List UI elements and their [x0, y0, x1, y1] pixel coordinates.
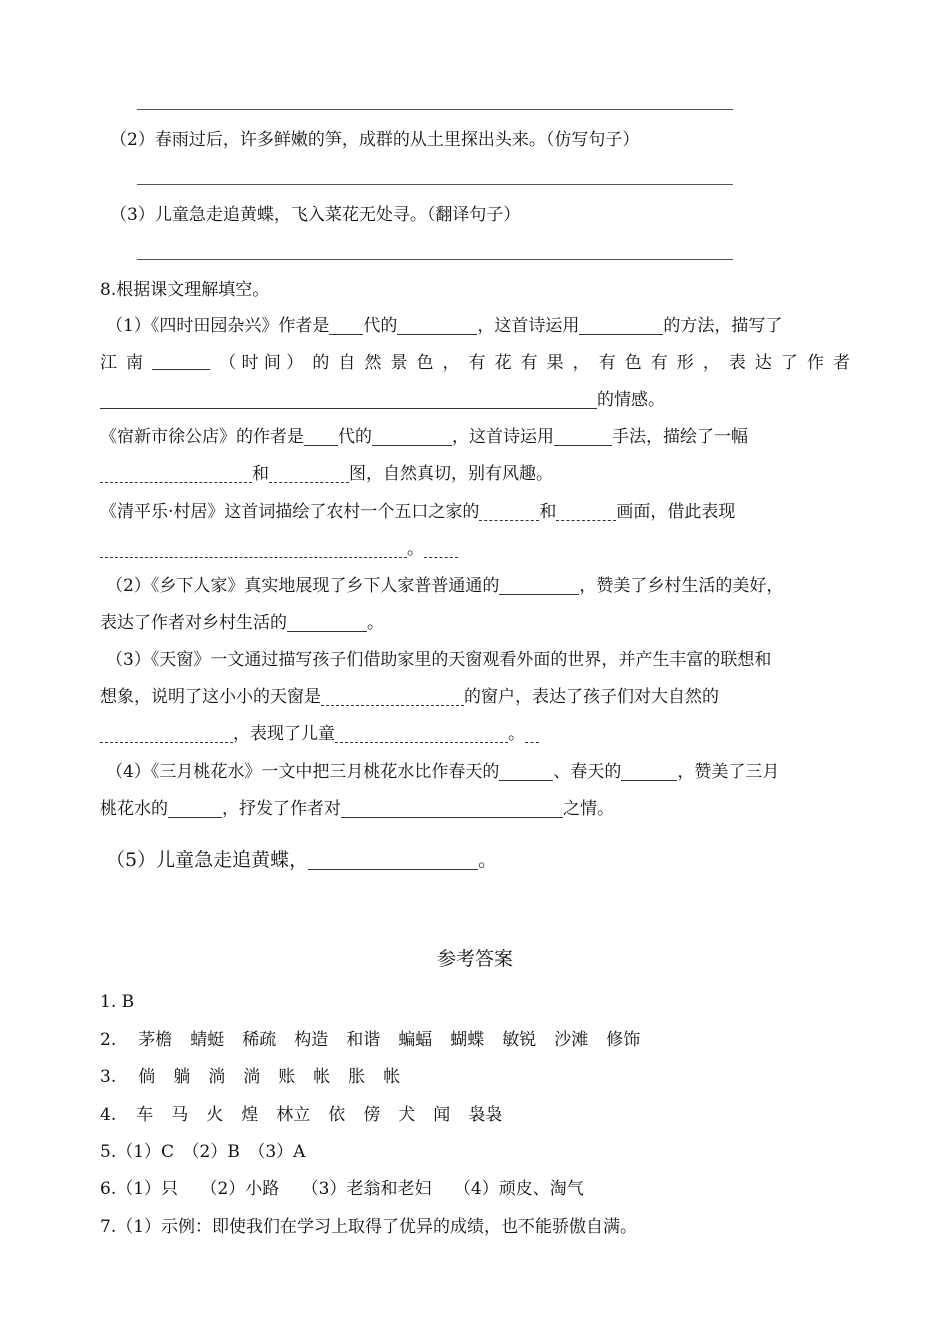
q8-p1-line3: 的情感。 [100, 388, 665, 412]
q7-sentence-3: （3）儿童急走追黄蝶，飞入菜花无处寻。（翻译句子） [110, 205, 521, 225]
q8-p1-line5: 和 图，自然真切，别有风趣。 [100, 462, 553, 486]
fill-blank [287, 613, 367, 632]
fill-blank [499, 762, 553, 781]
q8-p3-line2: 想象，说明了这小小的天窗是 的窗户，表达了孩子们对大自然的 [100, 687, 719, 707]
fill-blank [621, 762, 677, 781]
fill-blank [424, 539, 458, 558]
q8-p1-line7: 。 [100, 537, 458, 561]
q8-p1-line2: 江 南 （ 时 间 ） 的 自 然 景 色 ， 有 花 有 果 ， 有 色 有 形 ， 表 达 了 作 者 [100, 353, 850, 373]
answer-1: 1. B [100, 992, 135, 1012]
fill-blank [304, 427, 338, 446]
q8-p4-line2: 桃花水的 ，抒发了作者对 之情。 [100, 799, 614, 819]
answer-line [137, 184, 733, 185]
answer-6: 6.（1）只 （2）小路 （3）老翁和老妇 （4）顽皮、淘气 [100, 1179, 584, 1199]
answer-2: 2. 茅檐 蜻蜓 稀疏 构造 和谐 蝙蝠 蝴蝶 敏锐 沙滩 修饰 [100, 1030, 641, 1050]
q8-p1-line6: 《清平乐·村居》这首词描绘了农村一个五口之家的 和 画面，借此表现 [100, 502, 736, 522]
fill-blank [329, 316, 363, 335]
fill-blank [341, 799, 563, 818]
fill-blank [372, 427, 452, 446]
q8-p4-line1: （4）《三月桃花水》一文中把三月桃花水比作春天的 、春天的 ，赞美了三月 [106, 762, 780, 782]
q8-p1-line1: （1）《四时田园杂兴》作者是 代的 ，这首诗运用 的方法，描写了 [106, 316, 783, 336]
fill-blank [397, 316, 477, 335]
answers-title: 参考答案 [436, 948, 513, 970]
q8-p2-line2: 表达了作者对乡村生活的 。 [100, 613, 384, 633]
answer-3: 3. 倘 躺 淌 淌 账 帐 胀 帐 [100, 1067, 401, 1087]
fill-blank [100, 539, 407, 558]
fill-blank [152, 351, 210, 370]
answer-7: 7.（1）示例：即使我们在学习上取得了优异的成绩，也不能骄傲自满。 [100, 1217, 638, 1237]
fill-blank [321, 687, 464, 706]
fill-blank [479, 502, 539, 521]
fill-blank [100, 464, 252, 483]
fill-blank [100, 390, 597, 409]
fill-blank [556, 502, 616, 521]
fill-blank [525, 724, 539, 743]
q8-p2-line1: （2）《乡下人家》真实地展现了乡下人家普普通通的 ，赞美了乡村生活的美好， [106, 576, 784, 596]
q8-heading: 8.根据课文理解填空。 [100, 280, 270, 300]
fill-blank [335, 724, 508, 743]
fill-blank [100, 724, 233, 743]
q8-p3-line1: （3）《天窗》一文通过描写孩子们借助家里的天窗观看外面的世界，并产生丰富的联想和 [106, 650, 772, 670]
fill-blank [499, 576, 579, 595]
fill-blank [579, 316, 663, 335]
fill-blank [269, 464, 349, 483]
answer-4: 4. 车 马 火 煌 林立 依 傍 犬 闻 袅袅 [100, 1105, 503, 1125]
answer-line [137, 259, 733, 260]
q8-p1-line4: 《宿新市徐公店》的作者是 代的 ，这首诗运用 手法，描绘了一幅 [100, 427, 748, 447]
fill-blank [168, 799, 222, 818]
q8-p3-line3: ，表现了儿童 。 [100, 722, 539, 746]
answer-5: 5.（1）C （2）B （3）A [100, 1142, 306, 1162]
q8-p5: （5）儿童急走追黄蝶， 。 [106, 849, 498, 871]
q7-sentence-2: （2）春雨过后，许多鲜嫩的笋，成群的从土里探出头来。（仿写句子） [110, 130, 640, 150]
answer-line [137, 109, 733, 110]
fill-blank [308, 851, 478, 870]
fill-blank [554, 427, 612, 446]
